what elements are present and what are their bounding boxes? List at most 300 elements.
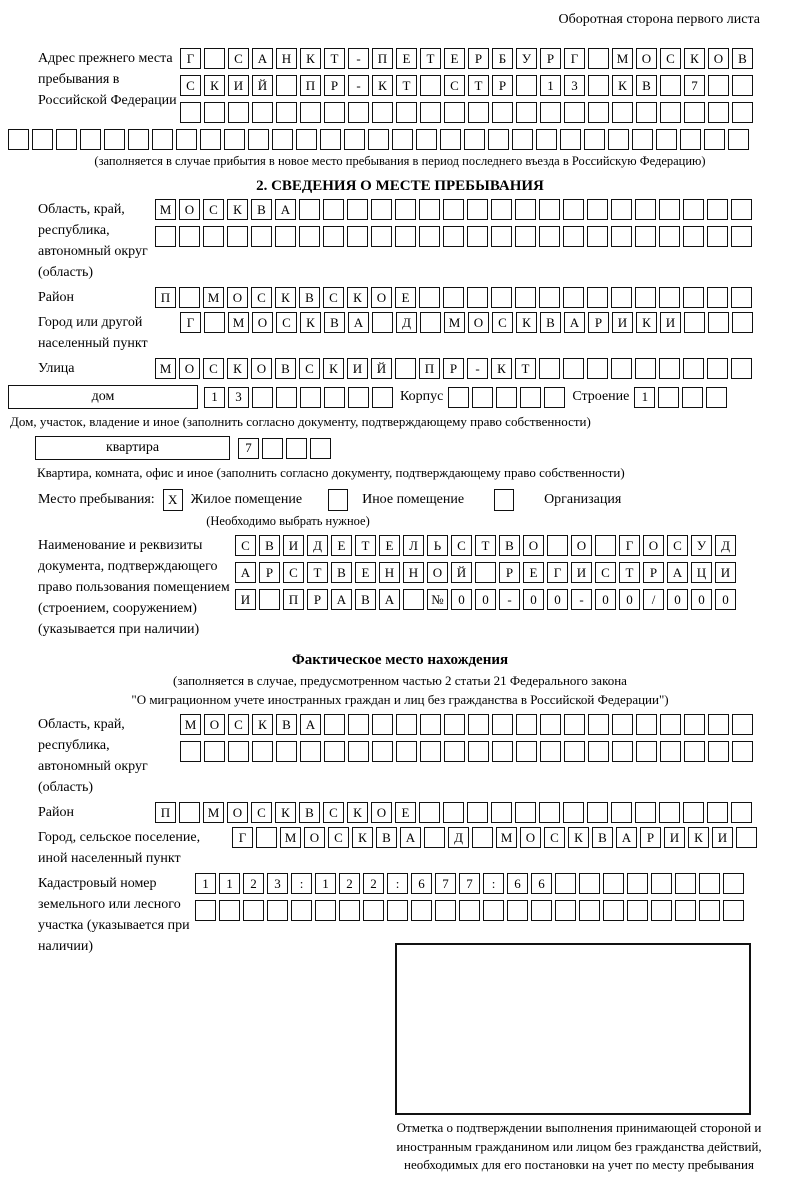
char-cell[interactable] [684,714,705,735]
char-cell[interactable] [656,129,677,150]
char-cell[interactable]: К [275,802,296,823]
char-cell[interactable] [80,129,101,150]
char-cell[interactable]: Д [396,312,417,333]
char-cell[interactable]: И [283,535,304,556]
char-cell[interactable]: К [352,827,373,848]
char-cell[interactable] [286,438,307,459]
char-cell[interactable]: С [323,802,344,823]
char-cell[interactable] [539,358,560,379]
char-cell[interactable] [588,75,609,96]
char-cell[interactable]: / [643,589,664,610]
char-cell[interactable] [420,312,441,333]
char-cell[interactable]: К [491,358,512,379]
char-cell[interactable] [347,199,368,220]
char-cell[interactable] [204,102,225,123]
char-cell[interactable]: К [516,312,537,333]
char-cell[interactable] [276,102,297,123]
char-cell[interactable]: С [203,358,224,379]
char-cell[interactable]: Г [180,312,201,333]
char-cell[interactable] [515,226,536,247]
char-cell[interactable] [300,387,321,408]
char-cell[interactable] [635,358,656,379]
char-cell[interactable] [512,129,533,150]
char-cell[interactable] [179,287,200,308]
char-cell[interactable] [587,226,608,247]
char-cell[interactable] [699,873,720,894]
char-cell[interactable] [443,287,464,308]
char-cell[interactable] [444,741,465,762]
char-cell[interactable] [491,802,512,823]
char-cell[interactable]: С [492,312,513,333]
char-cell[interactable] [732,75,753,96]
char-cell[interactable]: Р [643,562,664,583]
char-cell[interactable] [204,741,225,762]
char-cell[interactable]: Е [395,802,416,823]
char-cell[interactable]: 0 [475,589,496,610]
char-cell[interactable] [516,714,537,735]
char-cell[interactable] [708,714,729,735]
char-cell[interactable] [299,199,320,220]
char-cell[interactable] [515,199,536,220]
char-cell[interactable]: С [283,562,304,583]
char-cell[interactable]: Р [468,48,489,69]
char-cell[interactable]: 0 [691,589,712,610]
char-cell[interactable]: В [636,75,657,96]
char-cell[interactable] [252,387,273,408]
char-cell[interactable] [732,312,753,333]
char-cell[interactable]: С [251,802,272,823]
char-cell[interactable] [310,438,331,459]
char-cell[interactable] [588,48,609,69]
char-cell[interactable]: М [203,287,224,308]
char-cell[interactable] [635,226,656,247]
char-cell[interactable] [492,102,513,123]
char-cell[interactable] [468,741,489,762]
char-cell[interactable]: В [355,589,376,610]
char-cell[interactable]: А [379,589,400,610]
char-cell[interactable] [272,129,293,150]
char-cell[interactable]: Р [588,312,609,333]
char-cell[interactable] [372,102,393,123]
char-cell[interactable]: О [179,358,200,379]
char-cell[interactable] [420,75,441,96]
char-cell[interactable]: К [684,48,705,69]
char-cell[interactable]: Г [180,48,201,69]
char-cell[interactable] [731,802,752,823]
char-cell[interactable]: К [636,312,657,333]
char-cell[interactable]: К [323,358,344,379]
char-cell[interactable] [708,741,729,762]
char-cell[interactable]: 0 [667,589,688,610]
char-cell[interactable] [707,226,728,247]
char-cell[interactable]: Т [468,75,489,96]
char-cell[interactable] [732,741,753,762]
char-cell[interactable]: С [228,48,249,69]
char-cell[interactable] [660,102,681,123]
char-cell[interactable] [492,741,513,762]
char-cell[interactable] [416,129,437,150]
char-cell[interactable] [683,287,704,308]
char-cell[interactable] [539,199,560,220]
char-cell[interactable]: Н [403,562,424,583]
char-cell[interactable]: Е [355,562,376,583]
char-cell[interactable] [179,226,200,247]
char-cell[interactable]: Р [540,48,561,69]
char-cell[interactable] [419,802,440,823]
char-cell[interactable]: Е [379,535,400,556]
char-cell[interactable] [684,741,705,762]
char-cell[interactable] [731,226,752,247]
char-cell[interactable] [611,226,632,247]
char-cell[interactable] [736,827,757,848]
char-cell[interactable]: Т [324,48,345,69]
char-cell[interactable] [32,129,53,150]
char-cell[interactable] [491,199,512,220]
char-cell[interactable] [539,802,560,823]
char-cell[interactable] [682,387,703,408]
char-cell[interactable] [299,226,320,247]
char-cell[interactable] [496,387,517,408]
char-cell[interactable]: О [571,535,592,556]
char-cell[interactable]: 1 [204,387,225,408]
char-cell[interactable]: О [251,358,272,379]
char-cell[interactable]: Т [307,562,328,583]
char-cell[interactable] [315,900,336,921]
char-cell[interactable]: В [592,827,613,848]
char-cell[interactable]: И [660,312,681,333]
char-cell[interactable] [228,741,249,762]
char-cell[interactable] [396,102,417,123]
char-cell[interactable] [728,129,749,150]
char-cell[interactable] [555,873,576,894]
char-cell[interactable]: А [275,199,296,220]
char-cell[interactable] [324,714,345,735]
char-cell[interactable]: : [291,873,312,894]
char-cell[interactable]: 2 [363,873,384,894]
char-cell[interactable] [348,714,369,735]
char-cell[interactable] [611,287,632,308]
char-cell[interactable] [612,714,633,735]
char-cell[interactable] [467,199,488,220]
char-cell[interactable]: 7 [459,873,480,894]
char-cell[interactable] [544,387,565,408]
char-cell[interactable]: О [643,535,664,556]
char-cell[interactable]: В [324,312,345,333]
char-cell[interactable] [579,900,600,921]
char-cell[interactable]: В [540,312,561,333]
char-cell[interactable] [424,827,445,848]
char-cell[interactable]: У [516,48,537,69]
char-cell[interactable]: 2 [339,873,360,894]
char-cell[interactable]: 0 [523,589,544,610]
char-cell[interactable] [536,129,557,150]
char-cell[interactable]: С [544,827,565,848]
char-cell[interactable] [444,102,465,123]
char-cell[interactable]: Г [619,535,640,556]
char-cell[interactable]: И [347,358,368,379]
char-cell[interactable]: 6 [531,873,552,894]
char-cell[interactable]: А [564,312,585,333]
char-cell[interactable]: М [155,358,176,379]
char-cell[interactable] [483,900,504,921]
char-cell[interactable] [684,102,705,123]
char-cell[interactable] [396,741,417,762]
char-cell[interactable] [732,102,753,123]
char-cell[interactable] [448,387,469,408]
char-cell[interactable]: О [304,827,325,848]
char-cell[interactable] [587,287,608,308]
char-cell[interactable] [371,226,392,247]
char-cell[interactable]: 3 [228,387,249,408]
char-cell[interactable] [179,802,200,823]
char-cell[interactable] [8,129,29,150]
char-cell[interactable] [243,900,264,921]
char-cell[interactable]: О [179,199,200,220]
char-cell[interactable] [635,199,656,220]
char-cell[interactable] [372,312,393,333]
char-cell[interactable] [420,102,441,123]
char-cell[interactable]: И [235,589,256,610]
char-cell[interactable] [684,312,705,333]
char-cell[interactable] [563,802,584,823]
char-cell[interactable]: М [496,827,517,848]
char-cell[interactable] [632,129,653,150]
char-cell[interactable] [204,312,225,333]
char-cell[interactable]: 1 [634,387,655,408]
char-cell[interactable] [659,287,680,308]
checkbox-organization[interactable] [494,489,514,511]
char-cell[interactable]: С [203,199,224,220]
char-cell[interactable]: В [251,199,272,220]
char-cell[interactable] [515,802,536,823]
char-cell[interactable]: 3 [267,873,288,894]
char-cell[interactable] [636,741,657,762]
char-cell[interactable]: А [235,562,256,583]
char-cell[interactable]: Г [232,827,253,848]
char-cell[interactable]: 7 [238,438,259,459]
char-cell[interactable] [155,226,176,247]
char-cell[interactable]: Т [619,562,640,583]
char-cell[interactable]: П [155,802,176,823]
char-cell[interactable] [660,741,681,762]
char-cell[interactable] [539,287,560,308]
char-cell[interactable]: К [688,827,709,848]
char-cell[interactable] [595,535,616,556]
char-cell[interactable] [488,129,509,150]
char-cell[interactable]: П [155,287,176,308]
char-cell[interactable] [507,900,528,921]
char-cell[interactable]: Д [448,827,469,848]
char-cell[interactable]: 6 [507,873,528,894]
char-cell[interactable] [195,900,216,921]
char-cell[interactable] [324,741,345,762]
char-cell[interactable] [683,226,704,247]
char-cell[interactable] [540,102,561,123]
char-cell[interactable]: Й [371,358,392,379]
char-cell[interactable] [472,387,493,408]
char-cell[interactable] [564,102,585,123]
char-cell[interactable] [372,741,393,762]
char-cell[interactable]: В [732,48,753,69]
char-cell[interactable] [540,714,561,735]
char-cell[interactable]: Д [715,535,736,556]
char-cell[interactable] [683,358,704,379]
char-cell[interactable]: В [331,562,352,583]
char-cell[interactable] [276,75,297,96]
char-cell[interactable] [339,900,360,921]
char-cell[interactable]: О [227,287,248,308]
char-cell[interactable]: И [228,75,249,96]
char-cell[interactable] [348,102,369,123]
char-cell[interactable]: Т [475,535,496,556]
char-cell[interactable] [300,102,321,123]
char-cell[interactable] [252,102,273,123]
char-cell[interactable]: 0 [595,589,616,610]
char-cell[interactable] [563,358,584,379]
char-cell[interactable]: С [299,358,320,379]
char-cell[interactable]: К [372,75,393,96]
char-cell[interactable]: 1 [540,75,561,96]
char-cell[interactable] [588,102,609,123]
char-cell[interactable] [248,129,269,150]
char-cell[interactable]: Р [307,589,328,610]
char-cell[interactable]: Е [331,535,352,556]
char-cell[interactable] [731,287,752,308]
char-cell[interactable]: О [520,827,541,848]
char-cell[interactable]: И [715,562,736,583]
char-cell[interactable]: Н [276,48,297,69]
char-cell[interactable] [251,226,272,247]
char-cell[interactable]: 0 [619,589,640,610]
char-cell[interactable] [635,802,656,823]
char-cell[interactable] [276,387,297,408]
char-cell[interactable]: В [499,535,520,556]
char-cell[interactable]: В [259,535,280,556]
char-cell[interactable] [555,900,576,921]
char-cell[interactable] [443,226,464,247]
char-cell[interactable] [467,802,488,823]
char-cell[interactable] [563,226,584,247]
char-cell[interactable] [587,802,608,823]
char-cell[interactable] [443,199,464,220]
char-cell[interactable]: - [467,358,488,379]
char-cell[interactable] [706,387,727,408]
char-cell[interactable]: К [568,827,589,848]
char-cell[interactable]: К [227,199,248,220]
char-cell[interactable]: П [372,48,393,69]
char-cell[interactable]: О [427,562,448,583]
char-cell[interactable]: К [227,358,248,379]
char-cell[interactable] [708,75,729,96]
char-cell[interactable] [387,900,408,921]
char-cell[interactable]: И [571,562,592,583]
char-cell[interactable]: - [348,75,369,96]
char-cell[interactable]: И [712,827,733,848]
char-cell[interactable] [403,589,424,610]
char-cell[interactable] [659,199,680,220]
char-cell[interactable]: О [371,287,392,308]
char-cell[interactable] [204,48,225,69]
char-cell[interactable] [128,129,149,150]
char-cell[interactable] [372,387,393,408]
char-cell[interactable] [675,873,696,894]
char-cell[interactable] [516,75,537,96]
char-cell[interactable] [348,741,369,762]
char-cell[interactable] [611,802,632,823]
char-cell[interactable]: Б [492,48,513,69]
char-cell[interactable] [180,741,201,762]
char-cell[interactable]: - [499,589,520,610]
char-cell[interactable]: К [275,287,296,308]
char-cell[interactable]: № [427,589,448,610]
char-cell[interactable]: О [252,312,273,333]
char-cell[interactable] [56,129,77,150]
char-cell[interactable]: 1 [219,873,240,894]
char-cell[interactable] [587,358,608,379]
apartment-box[interactable]: квартира [35,436,230,460]
char-cell[interactable] [368,129,389,150]
char-cell[interactable] [683,199,704,220]
char-cell[interactable]: М [203,802,224,823]
char-cell[interactable] [723,900,744,921]
char-cell[interactable]: К [347,802,368,823]
char-cell[interactable] [372,714,393,735]
char-cell[interactable] [627,873,648,894]
char-cell[interactable] [540,741,561,762]
char-cell[interactable] [658,387,679,408]
char-cell[interactable] [395,199,416,220]
char-cell[interactable]: - [348,48,369,69]
char-cell[interactable] [411,900,432,921]
char-cell[interactable]: О [523,535,544,556]
char-cell[interactable] [392,129,413,150]
char-cell[interactable] [531,900,552,921]
char-cell[interactable] [612,741,633,762]
char-cell[interactable] [564,741,585,762]
char-cell[interactable]: 1 [195,873,216,894]
char-cell[interactable]: Й [252,75,273,96]
char-cell[interactable] [516,741,537,762]
char-cell[interactable] [176,129,197,150]
char-cell[interactable]: А [616,827,637,848]
char-cell[interactable] [732,714,753,735]
char-cell[interactable] [731,199,752,220]
char-cell[interactable]: - [571,589,592,610]
char-cell[interactable] [259,589,280,610]
char-cell[interactable]: С [235,535,256,556]
char-cell[interactable]: Р [259,562,280,583]
char-cell[interactable] [472,827,493,848]
char-cell[interactable]: В [275,358,296,379]
char-cell[interactable]: П [300,75,321,96]
char-cell[interactable]: 0 [715,589,736,610]
char-cell[interactable]: В [376,827,397,848]
char-cell[interactable]: М [155,199,176,220]
char-cell[interactable] [443,802,464,823]
char-cell[interactable] [371,199,392,220]
char-cell[interactable] [419,199,440,220]
char-cell[interactable] [704,129,725,150]
char-cell[interactable] [723,873,744,894]
char-cell[interactable] [651,900,672,921]
char-cell[interactable] [547,535,568,556]
char-cell[interactable]: О [636,48,657,69]
char-cell[interactable] [464,129,485,150]
char-cell[interactable]: К [347,287,368,308]
char-cell[interactable]: Н [379,562,400,583]
char-cell[interactable]: Л [403,535,424,556]
char-cell[interactable] [564,714,585,735]
